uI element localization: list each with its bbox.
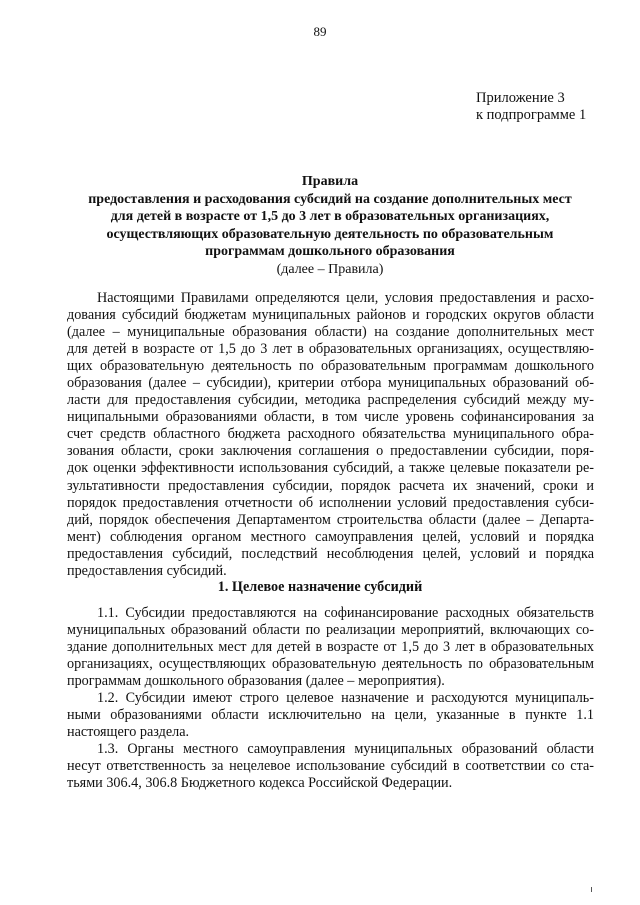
- text-line: предоставления субсидий.: [67, 562, 227, 579]
- text-line: образования (далее – субсидии), критерии отбора муниципальных образований об-: [67, 375, 594, 392]
- text-line: док оценки эффективности использования субсидий, а также целевые показатели ре-: [67, 460, 594, 477]
- text-line: предоставления субсидий, последствий несоблюдения целей, условий и порядка: [67, 545, 594, 562]
- text-line: порядок предоставления отчетности об исполнении условий предоставления субси-: [67, 494, 594, 511]
- title-heading: Правила: [301, 174, 359, 189]
- appendix-line: к подпрограмме 1: [476, 107, 587, 123]
- text-line: дования субсидий бюджетам муниципальных районов и городских округов области: [67, 307, 594, 324]
- section-body: [67, 605, 594, 793]
- document-title: [60, 173, 600, 279]
- title-line: программам дошкольного образования: [205, 244, 455, 260]
- text-line: здание дополнительных мест для детей в возрасте от 1,5 до 3 лет в образовательных: [67, 639, 594, 656]
- text-line: зования области, сроки заключения соглашения о предоставлении субсидии, поря-: [67, 443, 594, 460]
- text-line: тьями 306.4, 306.8 Бюджетного кодекса Российской Федерации.: [67, 775, 453, 792]
- text-line: дий, порядок обеспечения Департаментом строительства области (далее – Департа-: [67, 511, 594, 528]
- intro-paragraph: [67, 290, 594, 580]
- text-line: мент) соблюдения органом местного самоуправления целей, условий и порядка: [67, 528, 594, 545]
- text-line: щих образовательную деятельность по образовательным программам дошкольного: [67, 358, 594, 375]
- scan-mark: [591, 887, 592, 892]
- text-line: ласти для предоставления субсидии, методика распределения субсидий между му-: [67, 392, 594, 409]
- text-line: 1.2. Субсидии имеют строго целевое назначение и расходуются муниципаль-: [97, 690, 594, 707]
- title-line: для детей в возрасте от 1,5 до 3 лет в образовательных организациях,: [110, 209, 550, 225]
- page-number: 89: [313, 24, 327, 39]
- section-heading: 1. Целевое назначение субсидий: [217, 579, 423, 595]
- text-line: организациях, осуществляющих образовательную деятельность по образовательным: [67, 656, 594, 673]
- appendix-line: Приложение 3: [476, 90, 565, 106]
- text-line: несут ответственность за нецелевое использование субсидий в соответствии со ста-: [67, 758, 594, 775]
- text-line: 1.3. Органы местного самоуправления муниципальных образований области: [97, 741, 594, 758]
- appendix-note: [476, 90, 626, 124]
- text-line: программам дошкольного образования (далее – мероприятия).: [67, 673, 445, 690]
- text-line: (далее – муниципальные образования области) на создание дополнительных мест: [67, 324, 594, 341]
- text-line: для детей в возрасте от 1,5 до 3 лет в образовательных организациях, осуществляю-: [67, 341, 594, 358]
- text-line: ными образованиями области исключительно на цели, указанные в пункте 1.1: [67, 707, 594, 724]
- text-line: муниципальных образований области по реализации мероприятий, включающих со-: [67, 622, 594, 639]
- text-line: ниципальными образованиями области, в том числе уровень софинансирования за: [67, 409, 594, 426]
- text-line: 1.1. Субсидии предоставляются на софинансирование расходных обязательств: [97, 605, 594, 621]
- title-subtitle: (далее – Правила): [276, 261, 384, 277]
- text-line: Настоящими Правилами определяются цели, условия предоставления и расхо-: [97, 290, 594, 306]
- text-line: настоящего раздела.: [67, 724, 190, 741]
- title-line: предоставления и расходования субсидий на создание дополнительных мест: [88, 191, 572, 207]
- text-line: зультативности предоставления субсидии, порядок расчета их значений, сроки и: [67, 477, 594, 494]
- title-line: осуществляющих образовательную деятельность по образовательным: [106, 226, 554, 242]
- text-line: счет средств областного бюджета расходного обязательства муниципального обра-: [67, 426, 594, 443]
